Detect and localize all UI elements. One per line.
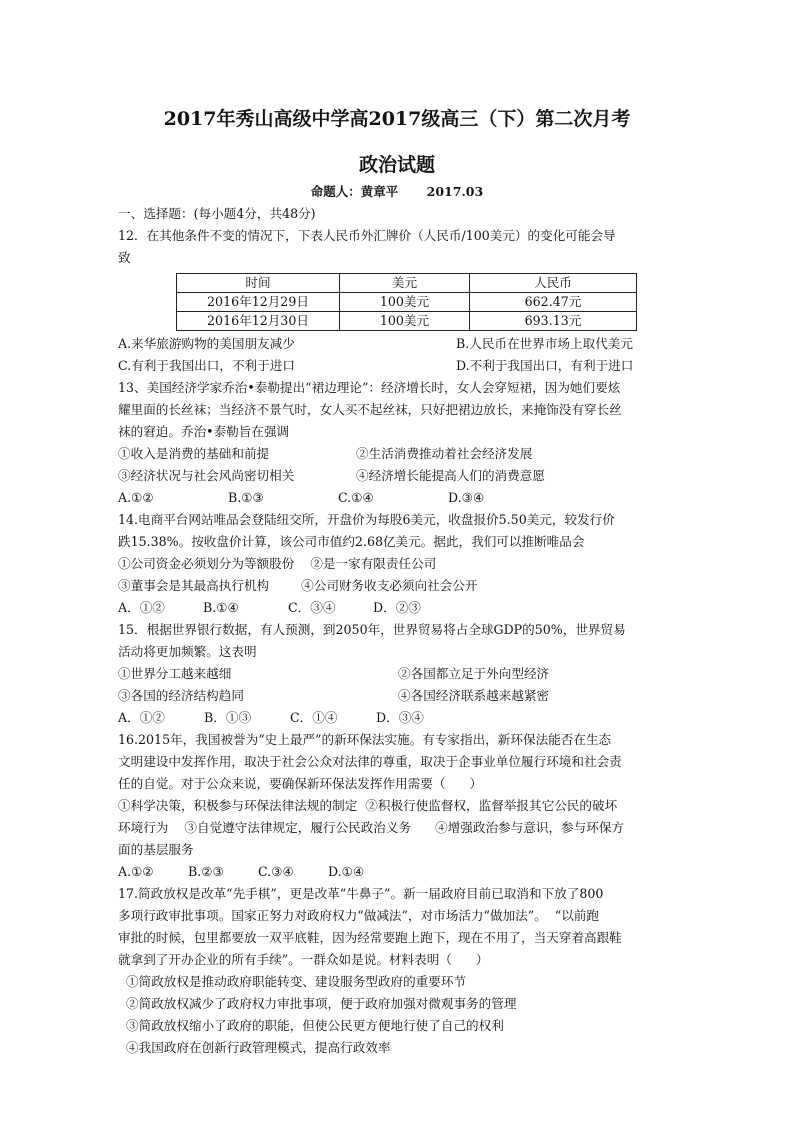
option-b: B.人民币在世界市场上取代美元 xyxy=(456,336,633,351)
table-cell: 693.13元 xyxy=(470,312,637,331)
option-b: B.②③ xyxy=(188,864,224,879)
table-header: 美元 xyxy=(340,274,470,293)
statement-1: ①世界分工越来越细 xyxy=(118,666,232,681)
statement-2: ②各国都立足于外向型经济 xyxy=(398,666,550,681)
q15-stem-line2: 活动将更加频繁。这表明 xyxy=(118,644,257,659)
q15-options xyxy=(118,707,678,729)
q17-stem-line2: 多项行政审批事项。国家正努力对政府权力“做减法”，对市场活力“做加法”。 “以前跑 xyxy=(118,908,599,923)
q13-stem-line3: 袜的窘迫。乔治•泰勒旨在强调 xyxy=(118,424,290,439)
statement-4: ④各国经济联系越来越紧密 xyxy=(398,688,550,703)
option-b: B.①③ xyxy=(228,490,264,505)
section-heading: 一、选择题：(每小题4分，共48分) xyxy=(118,206,316,221)
option-d: D．②③ xyxy=(373,600,421,615)
table-cell: 2016年12月29日 xyxy=(177,293,340,312)
exam-content xyxy=(118,203,678,1059)
statement-3: ③各国的经济结构趋同 xyxy=(118,688,244,703)
table-cell: 100美元 xyxy=(340,293,470,312)
statement-2: ②简政放权减少了政府权力审批事项，便于政府加强对微观事务的管理 xyxy=(126,996,517,1011)
option-a: A.①② xyxy=(118,864,154,879)
q17-stem-line3: 审批的时候，包里都要放一双平底鞋，因为经常要跑上跑下，现在不用了，当天穿着高跟鞋 xyxy=(118,930,622,945)
q14-statements-row2: ③董事会是其最高执行机构 ④公司财务收支必须向社会公开 xyxy=(118,578,478,593)
q13-stem-line2: 耀里面的长丝袜；当经济不景气时，女人买不起丝袜，只好把裙边放长，来掩饰没有穿长丝 xyxy=(118,402,622,417)
q13-stem-line1: 13、美国经济学家乔治•泰勒提出“裙边理论”：经济增长时，女人会穿短裙，因为她们要炫 xyxy=(118,380,621,395)
question-16 xyxy=(118,729,678,883)
option-c: C.有利于我国出口，不利于进口 xyxy=(118,358,295,373)
option-c: C．③④ xyxy=(288,600,336,615)
q16-stem-line1: 16.2015年，我国被誉为“史上最严”的新环保法实施。有专家指出，新环保法能否在生态 xyxy=(118,732,612,747)
q14-options xyxy=(118,597,678,619)
q14-statements-row1: ①公司资金必须划分为等额股份 ②是一家有限责任公司 xyxy=(118,556,437,571)
q13-statements-row1 xyxy=(118,443,678,465)
statement-3: ③经济状况与社会风尚密切相关 xyxy=(118,468,295,483)
q14-stem-line1: 14.电商平台网站唯品会登陆纽交所，开盘价为每股6美元，收盘报价5.50美元，较发行价 xyxy=(118,512,615,527)
option-d: D.③④ xyxy=(448,490,485,505)
question-14 xyxy=(118,509,678,619)
q16-stem-line2: 文明建设中发挥作用，取决于社会公众对法律的尊重，取决于企事业单位履行环境和社会责 xyxy=(118,754,622,769)
author: 命题人：黄章平 xyxy=(310,184,399,199)
option-a: A.①② xyxy=(118,490,154,505)
option-a: A．①② xyxy=(118,710,165,725)
statement-4: ④经济增长能提高人们的消费意愿 xyxy=(356,468,545,483)
q16-statements-line2: 环境行为 ③自觉遵守法律规定，履行公民政治义务 ④增强政治参与意识，参与环保方 xyxy=(118,820,625,835)
exam-title: 2017年秀山高级中学高2017级高三（下）第二次月考 xyxy=(163,108,631,130)
statement-1: ①简政放权是推动政府职能转变、建设服务型政府的重要环节 xyxy=(126,974,467,989)
option-c: C.③④ xyxy=(258,864,294,879)
table-header-row xyxy=(177,274,637,293)
q16-stem-line3: 任的自觉。对于公众来说，要确保新环保法发挥作用需要（ ） xyxy=(118,776,483,791)
q13-statements-row2 xyxy=(118,465,678,487)
option-c: C.①④ xyxy=(338,490,374,505)
option-d: D．③④ xyxy=(376,710,424,725)
table-cell: 662.47元 xyxy=(470,293,637,312)
q14-stem-line2: 跌15.38%。按收盘价计算，该公司市值约2.68亿美元。据此，我们可以推断唯品会 xyxy=(118,534,585,549)
statement-1: ①收入是消费的基础和前提 xyxy=(118,446,270,461)
option-b: B．①③ xyxy=(204,710,252,725)
q17-stem-line4: 就拿到了开办企业的所有手续”。一群众如是说。材料表明（ ） xyxy=(118,952,489,967)
option-d: D.①④ xyxy=(328,864,365,879)
q12-stem-line2: 致 xyxy=(118,250,131,265)
table-header: 时间 xyxy=(177,274,340,293)
q15-stem-line1: 15．根据世界银行数据，有人预测，到2050年，世界贸易将占全球GDP的50%，世界贸易 xyxy=(118,622,626,637)
table-row xyxy=(177,312,637,331)
q15-statements-row1 xyxy=(118,663,678,685)
q13-options xyxy=(118,487,678,509)
q16-statements-line1: ①科学决策，积极参与环保法律法规的制定 ②积极行使监督权，监督举报其它公民的破坏 xyxy=(118,798,618,813)
question-12 xyxy=(118,225,678,377)
table-header: 人民币 xyxy=(470,274,637,293)
exam-date: 2017.03 xyxy=(426,184,484,199)
q16-options xyxy=(118,861,678,883)
exchange-rate-table xyxy=(176,273,637,331)
table-cell: 2016年12月30日 xyxy=(177,312,340,331)
statement-4: ④我国政府在创新行政管理模式，提高行政效率 xyxy=(126,1040,391,1055)
option-a: A．①② xyxy=(118,600,165,615)
table-cell: 100美元 xyxy=(340,312,470,331)
q12-options-row1 xyxy=(118,333,678,355)
exam-subtitle: 政治试题 xyxy=(358,154,435,176)
question-13 xyxy=(118,377,678,509)
statement-3: ③简政放权缩小了政府的职能，但使公民更方便地行使了自己的权利 xyxy=(126,1018,504,1033)
question-17 xyxy=(118,883,678,1059)
q16-statements-line3: 面的基层服务 xyxy=(118,842,194,857)
option-c: C．①④ xyxy=(290,710,338,725)
option-b: B.①④ xyxy=(203,600,239,615)
option-a: A.来华旅游购物的美国朋友减少 xyxy=(118,336,295,351)
statement-2: ②生活消费推动着社会经济发展 xyxy=(356,446,533,461)
option-d: D.不利于我国出口，有利于进口 xyxy=(456,358,634,373)
q15-statements-row2 xyxy=(118,685,678,707)
table-row xyxy=(177,293,637,312)
q12-stem-line1: 12．在其他条件不变的情况下，下表人民币外汇牌价（人民币/100美元）的变化可能会导 xyxy=(118,228,616,243)
q12-options-row2 xyxy=(118,355,678,377)
question-15 xyxy=(118,619,678,729)
author-line xyxy=(0,182,794,200)
q17-stem-line1: 17.简政放权是改革“先手棋”，更是改革“牛鼻子”。新一届政府目前已取消和下放了800 xyxy=(118,886,604,901)
